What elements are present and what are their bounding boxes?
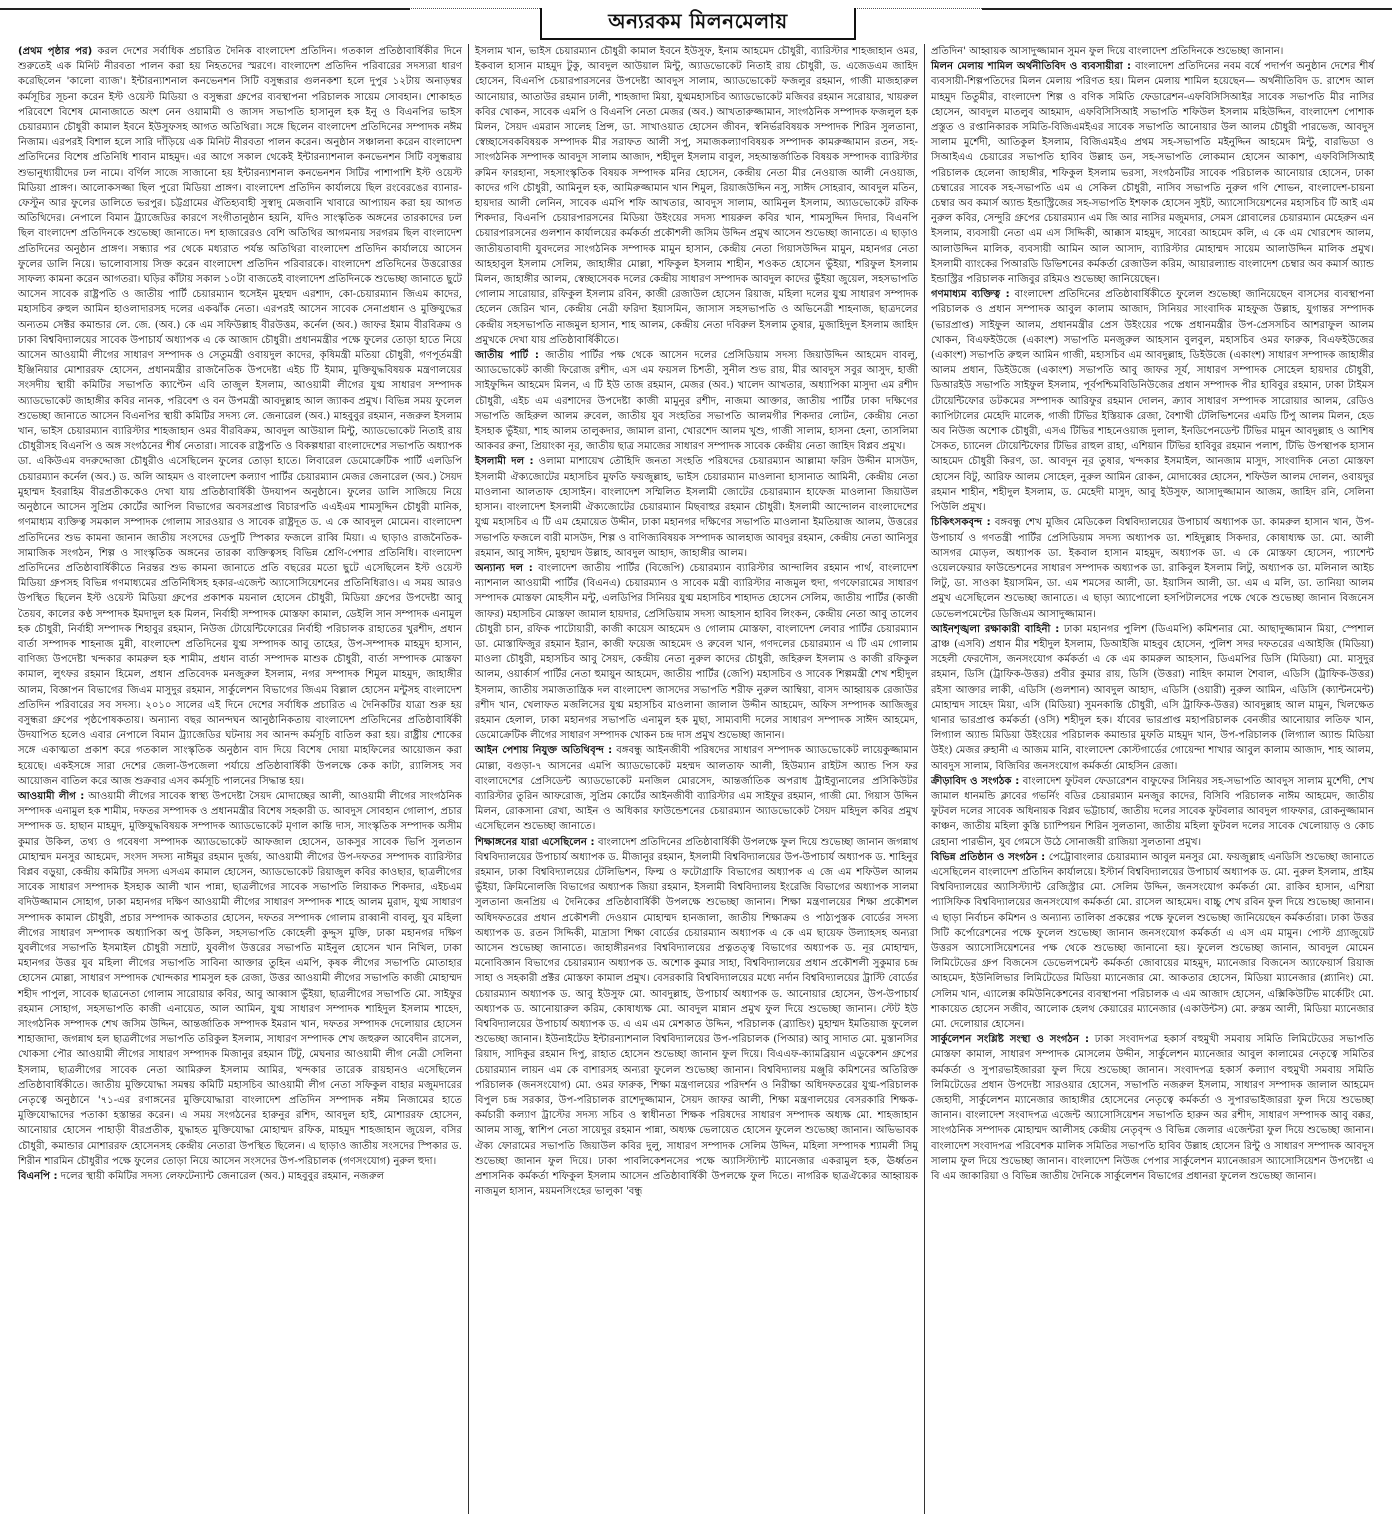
article-paragraph — [931, 774, 1374, 850]
section-lead: গণমাধ্যম ব্যক্তিত্ব : — [931, 289, 1010, 301]
article-paragraph — [475, 835, 918, 1200]
paragraph-text: ইসলাম খান, ভাইস চেয়ারম্যান চৌধুরী কামাল ইবনে ইউসুফ, ইনাম আহমেদ চৌধুরী, ব্যারিস্টার শাহজাহান ওমর, ইকবাল হাসান মাহমুদ টুকু, আবদুল আউয়াল মিন্টু, অ্যাডভোকেট নিতাই রায় চৌধুরী, ড. এজেডএম জাহিদ হোসেন, বিএনপি চেয়ারপারসনের উপদেষ্টা আবদুস সালাম, অ্যাডভোকেট ফজলুর রহমান, গাজী মাজহারুল আনোয়ার, আতাউর রহমান ঢালী, শাহজাদা মিয়া, যুগ্মমহাসচিব অ্যাডভোকেট মজিবর রহমান সরোয়ার, খায়রুল কবির খোকন, সাবেক এমপি ও বিএনপি নেতা মেজর (অব.) আখতারুজ্জামান, সাংগঠনিক সম্পাদক ফজলুল হক মিলন, সৈয়দ এমরান সালেহ প্রিন্স, ডা. সাখাওয়াত হোসেন জীবন, স্বনির্ভরবিষয়ক সম্পাদক শিরিন সুলতানা, স্বেচ্ছাসেবকবিষয়ক সম্পাদক মীর সরাফত আলী সপু, সমাজকল্যাণবিষয়ক সম্পাদক কামরুজ্জামান রতন, সহ-সাংগঠনিক সম্পাদক আবদুস সালাম আজাদ, শহীদুল ইসলাম বাবুল, সহআন্তর্জাতিক বিষয়ক সম্পাদক ব্যারিস্টার রুমিন ফারহানা, সহসাংস্কৃতিক বিষয়ক সম্পাদক মনির হোসেন, কেন্দ্রীয় নেতা মীর নেওয়াজ আলী নেওয়াজ, কাদের গণি চৌধুরী, আমিনুল হক, আমিরুজ্জামান খান শিমুল, রিয়াজউদ্দিন নসু, সাঈদ সোহরাব, আবদুল মতিন, হায়দার আলী লেনিন, সাবেক এমপি শফি আখতার, আবদুস সালাম, আমিনুল ইসলাম, অ্যাডভোকেট রফিক শিকদার, বিএনপি চেয়ারপারসনের মিডিয়া উইংয়ের সদস্য শায়রুল কবির খান, শামসুদ্দিন দিদার, বিএনপি চেয়ারপারসনের গুলশান কার্যালয়ের কর্মকর্তা প্রকৌশলী জসিম উদ্দিন প্রমুখ আসেন শুভেচ্ছা জানাতে। এ ছাড়াও জাতীয়তাবাদী যুবদলের সাংগঠনিক সম্পাদক মামুন হাসান, কেন্দ্রীয় নেতা গিয়াসউদ্দিন মামুন, মহানগর নেতা আহহাবুল ইসলাম সেলিম, জাহাঙ্গীর মোল্লা, শফিকুল ইসলাম শাহীন, শওকত হোসেন ভুঁইয়া, শরিফুল ইসলাম মিলন, জাহাঙ্গীর আলম, স্বেচ্ছাসেবক দলের কেন্দ্রীয় সাধারণ সম্পাদক আবদুল কাদের ভুঁইয়া জুয়েল, সহসভাপতি গোলাম সারোয়ার, রফিকুল ইসলাম রবিন, কাজী রেজাউল হোসেন রিয়াজ, মহিলা দলের যুগ্ম সাধারণ সম্পাদক হেলেন জেরিন খান, কেন্দ্রীয় নেত্রী ফরিদা ইয়াসমিন, জাসাস সহসভাপতি ও অভিনেত্রী শাহনাজ, ছাত্রদলের কেন্দ্রীয় সহসভাপতি নাজমুল হাসান, শাহ আলম, কেন্দ্রীয় নেতা দবিরুল ইসলাম তুষার, মুজাহিদুল ইসলাম জাহিদ প্রমুখকে দেখা যায় প্রতিষ্ঠাবার্ষিকীতে। — [475, 46, 918, 346]
paragraph-text: বঙ্গবন্ধু আইনজীবী পরিষদের সাধারণ সম্পাদক অ্যাডভোকেট লায়েকুজ্জামান মোল্লা, বগুড়া-৭ আসনের এমপি অ্যাডভোকেট মহম্মদ আলতাফ আলী, হিউম্যান রাইটস অ্যান্ড পিস ফর বাংলাদেশের প্রেসিডেন্ট অ্যাডভোকেট মনজিল মোরসেদ, আন্তর্জাতিক অপরাধ ট্রাইব্যুনালের প্রসিকিউটর ব্যারিস্টার তুরিন আফরোজ, সুপ্রিম কোর্টের আইনজীবী ব্যারিস্টার এম সাইফুর রহমান, গাজী মো. গিয়াস উদ্দিন মিলন, রোকসানা রেখা, আইন ও অধিকার ফাউন্ডেশনের চেয়ারম্যান অ্যাডভোকেট সৈয়দ মহিদুল কবির প্রমুখ এসেছিলেন শুভেচ্ছা জানাতে। — [475, 745, 918, 833]
article-paragraph — [18, 789, 462, 1169]
paragraph-text: ঢাকা মহানগর পুলিশ (ডিএমপি) কমিশনার মো. আছাদুজ্জামান মিয়া, স্পেশাল ব্রাঞ্চ (এসবি) প্রধান মীর শহীদুল ইসলাম, ডিআইজি মাহবুব হোসেন, পুলিশ সদর দফতরের এআইজি (মিডিয়া) সহেলী ফেরদৌস, জনসংযোগ কর্মকর্তা এ কে এম কামরুল আহসান, ডিএমপির ডিসি (মিডিয়া) মো. মাসুদুর রহমান, ডিসি (ট্রাফিক-উত্তর) প্রবীর কুমার রায়, ডিসি (উত্তরা) নাহিদ কামাল শৈবাল, এডিসি (ট্রাফিক-উত্তর) রইসা আক্তার লাকী, এডিসি (গুলশান) আবদুল আহাদ, এডিসি (ওয়ারী) নুরুল আমিন, এডিসি (ক্যান্টনমেন্ট) মোহাম্মদ সাহেদ মিয়া, এসি (মিডিয়া) সুমনকান্তি চৌধুরী, এসি ট্রাফিক-উত্তর) আবদুল্লাহ আল মামুন, খিলক্ষেত থানার ভারপ্রাপ্ত কর্মকর্তা (ওসি) শহীদুল হক। র্যাবের ভারপ্রাপ্ত মহাপরিচালক বেনজীর আনোয়ার লতিফ খান, লিগ্যাল অ্যান্ড মিডিয়া উইংয়ের পরিচালক কমান্ডার মুফতি মাহমুদ খান, উপ-পরিচালক (লিগ্যাল অ্যান্ড মিডিয়া উইং) মেজর রুহানী এ আজম মানি, বাংলাদেশ কোস্টগার্ডের গোয়েন্দা শাখার আবুল কালাম আজাদ, শাহ আলম, আবদুস সালাম, বিজিবির জনসংযোগ কর্মকর্তা মোহসিন রেজা। — [931, 623, 1374, 772]
section-lead: বিভিন্ন প্রতিষ্ঠান ও সংগঠন : — [931, 851, 1046, 863]
page-headline: অন্যরকম মিলনমেলায় — [608, 8, 788, 33]
article-paragraph — [931, 850, 1374, 1032]
section-lead: শিক্ষাঙ্গনের যারা এসেছিলেন : — [475, 836, 595, 848]
section-lead: ক্রীড়াবিদ ও সংগঠক : — [931, 775, 1020, 787]
article-paragraph — [18, 1169, 462, 1184]
article-columns — [12, 44, 1382, 1514]
top-rule-left — [0, 8, 410, 10]
paragraph-text: দলের স্থায়ী কমিটির সদস্য লেফটেন্যান্ট জেনারেল (অব.) মাহবুবুর রহমান, নজরুল — [57, 1171, 385, 1183]
article-paragraph — [931, 515, 1374, 621]
article-paragraph — [475, 348, 918, 454]
top-rule-right — [982, 8, 1392, 10]
paragraph-text: বাংলাদেশ ফুটবল ফেডারেশন বাফুফের সিনিয়র সহ-সভাপতি আবদুস সালাম মুর্শেদী, শেখ জামাল ধানমন্ডি ক্লাবের গভর্নিং বডির চেয়ারম্যান মনজুর কাদের, বিসিবি পরিচালক নাঈম আহমেদ, জাতীয় ফুটবল দলের সাবেক অধিনায়ক বিপ্লব ভট্টাচার্য, জাতীয় দলের সাবেক ফুটবলার আবদুল গাফফার, রোকনুজ্জামান কাঞ্চন, জাতীয় মহিলা কুস্তি চ্যাম্পিয়ন শিরিন সুলতানা, জাতীয় মহিলা ফুটবল দলের সাবেক খেলোয়াড় ও কোচ রেহানা পারভীন, যুব গেমসে উঠে সোনাজয়ী রাজিয়া সুলতানা প্রমুখ। — [931, 775, 1374, 848]
column-2 — [468, 44, 924, 1514]
section-lead: আওয়ামী লীগ : — [18, 790, 85, 802]
column-1 — [12, 44, 468, 1514]
headline-box — [540, 8, 856, 40]
section-lead: আইন পেশায় নিযুক্ত অতিথিবৃন্দ : — [475, 745, 613, 757]
article-paragraph — [931, 59, 1374, 287]
section-lead: (প্রথম পৃষ্ঠার পর) — [18, 46, 93, 57]
paragraph-text: করল দেশের সর্বাধিক প্রচারিত দৈনিক বাংলাদেশ প্রতিদিন। গতকাল প্রতিষ্ঠাবার্ষিকীর দিনে শুরুতেই এক মিনিট নীরবতা পালন করা হয় নিহতদের স্মরণে। বাংলাদেশ প্রতিদিন পরিবারের সদস্যরা ধারণ করেছিলেন 'কালো ব্যাজ'। ইন্টারন্যাশনাল কনভেনশন সিটি বসুন্ধরার গুলনকশা হলে দুপুর ১২টায় অনাড়ম্বর কর্মসূচির সূচনা করেন ইস্ট ওয়েস্ট মিডিয়া ও বসুন্ধরা গ্রুপের ব্যবস্থাপনা পরিচালক সায়েম সোবহান। শোকাহত পরিবেশে বিশেষ মোনাজাতে অংশ নেন ওয়ামামী ও জাসদ সভাপতি হাসানুল হক ইনু ও বিএনপির ভাইস চেয়ারম্যান চৌধুরী কামাল ইবনে ইউসুফসহ আগত অতিথিরা। সঙ্গে ছিলেন বাংলাদেশ প্রতিদিনের সম্পাদক নঈম নিজাম। এরপরই বিশাল হলে সারি দাঁড়িয়ে এক মিনিট নীরবতা পালন করেন। অনুষ্ঠান সঞ্চালনা করেন বাংলাদেশ প্রতিদিনের বিশেষ প্রতিনিধি শাবান মাহমুদ। এর আগে সকাল থেকেই ইন্টারন্যাশনাল কনভেনশন সিটি বসুন্ধরায় শুভানুধ্যায়ীদের ঢল নামে। বর্ণিল সাজে সাজানো হয় ইন্টারন্যাশনাল কনভেনশন সিটির পাশাপাশি ইস্ট ওয়েস্ট মিডিয়া প্রাঙ্গণ। আলোকসজ্জা ছিল পুরো মিডিয়া প্রাঙ্গণ। বাংলাদেশ প্রতিদিন কার্যালয়ে ছিল রংবেরঙের ব্যানার-ফেস্টুন আর ফুলের ডালিতে ভরপুর। চট্টগ্রামের ঐতিহ্যবাহী সুস্বাদু মেজবানি খাবারে আপ্যায়ন করা হয় আগত অতিথিদের। নেপালে বিমান ট্র্যাজেডির কারণে সংগীতানুষ্ঠান হয়নি, যদিও সাংস্কৃতিক অঙ্গনের তারকাদের ঢল ছিল বাংলাদেশ প্রতিদিনকে শুভেচ্ছা জানাতে। দশ হাজারেরও বেশি অতিথির আগমনায় সরগরম ছিল বাংলাদেশ প্রতিদিনের অনুষ্ঠান প্রাঙ্গণ। সন্ধ্যার পর থেকে মধ্যরাত পর্যন্ত অতিথিরা বাংলাদেশ প্রতিদিন কার্যালয়ে আসেন ফুলের ডালি নিয়ে। ভালোবাসায় সিক্ত করেন বাংলাদেশ প্রতিদিন পরিবারকে। বাংলাদেশ প্রতিদিনের উত্তরোত্তর সাফল্য কামনা করেন আগতরা। ঘড়ির কাঁটায় সকাল ১০টা বাজতেই বাংলাদেশ প্রতিদিনকে শুভেচ্ছা জানাতে ছুটে আসেন সাবেক রাষ্ট্রপতি ও জাতীয় পার্টি চেয়ারম্যান হুসেইন মুহম্মদ এরশাদ, কো-চেয়ারম্যান জিএম কাদের, মহাসচিব রুহুল আমিন হাওলাদারসহ দলের একঝাঁক নেতা। এরপরই আসেন সাবেক সেনাপ্রধান ও মুক্তিযুদ্ধের অন্যতম সেক্টর কমান্ডার লে. জে. (অব.) কে এম সফিউল্লাহ বীরউত্তম, কর্নেল (অব.) জাফর ইমাম বীরবিক্রম ও ঢাকা বিশ্ববিদ্যালয়ের সাবেক উপাচার্য অধ্যাপক এ কে আজাদ চৌধুরী। প্রধানমন্ত্রীর পক্ষে ফুলের তোড়া হাতে নিয়ে আসেন আওয়ামী লীগের সাধারণ সম্পাদক ও সেতুমন্ত্রী ওবায়দুল কাদের, কৃষিমন্ত্রী মতিয়া চৌধুরী, গণপূর্তমন্ত্রী ইঞ্জিনিয়ার মোশাররফ হোসেন, প্রধানমন্ত্রীর রাজনৈতিক উপদেষ্টা এইচ টি ইমাম, মুক্তিযুদ্ধবিষয়ক মন্ত্রণালয়ের সংসদীয় স্থায়ী কমিটির সভাপতি ক্যাপ্টেন এবি তাজুল ইসলাম, আওয়ামী লীগের যুগ্ম সাধারণ সম্পাদক অ্যাডভোকেট জাহাঙ্গীর কবির নানক, পরিবেশ ও বন উপমন্ত্রী আবদুল্লাহ আল জ্যাকব প্রমুখ। বিভিন্ন সময় ফুলেল শুভেচ্ছা জানাতে আসেন বিএনপির স্থায়ী কমিটির সদস্য লে. জেনারেল (অব.) মাহবুবুর রহমান, নজরুল ইসলাম খান, ভাইস চেয়ারম্যান ব্যারিস্টার শাহজাহান ওমর বীরবিক্রম, আবদুল আউয়াল মিন্টু, অ্যাডভোকেট নিতাই রায় চৌধুরীসহ বিএনপি ও অঙ্গ সংগঠনের শীর্ষ নেতারা। সাবেক রাষ্ট্রপতি ও বিকল্পধারা বাংলাদেশের সভাপতি অধ্যাপক ডা. একিউএম বদরুদ্দোজা চৌধুরীও এসেছিলেন ফুলের তোড়া হাতে। লিবারেল ডেমোক্রেটিক পার্টি এলডিপি চেয়ারম্যান কর্নেল (অব.) ড. অলি আহমদ ও বাংলাদেশ কল্যাণ পার্টির চেয়ারম্যান মেজর জেনারেল (অব.) সৈয়দ মুহাম্মদ ইবরাহিম বীরপ্রতীককেও দেখা যায় প্রতিষ্ঠাবার্ষিকী উদযাপন অনুষ্ঠানে। ফুলের ডালি সাজিয়ে নিয়ে অনুষ্ঠানে আসেন সুপ্রিম কোর্টের আপিল বিভাগের অবসরপ্রাপ্ত বিচারপতি এএইএম শামসুদ্দিন চৌধুরী মানিক, গণমাধ্যম ব্যক্তিত্ব সমকাল সম্পাদক গোলাম সারওয়ার ও সাবেক রাষ্ট্রদূত ড. এ কে আবদুল মোমেন। বাংলাদেশ প্রতিদিনের শুভ কামনা জানান জাতীয় সংসদের ডেপুটি স্পিকার ফজলে রাব্বি মিয়া। এ ছাড়াও রাজনৈতিক-সামাজিক সংগঠন, শিল্প ও সাংস্কৃতিক অঙ্গনের তারকা ব্যক্তিত্বসহ বিভিন্ন শ্রেণি-পেশার প্রতিনিধি। বাংলাদেশ প্রতিদিনের প্রতিষ্ঠাবার্ষিকীতে নিরন্তর শুভ কামনা জানাতে প্রতি বছরের মতো ছুটে এসেছিলেন ইস্ট ওয়েস্ট মিডিয়া গ্রুপসহ বিভিন্ন গণমাধ্যমের প্রতিনিধিসহ হকার-এজেন্ট অ্যাসোসিয়েশনের প্রতিনিধিরাও। এ সময় আরও উপস্থিত ছিলেন ইস্ট ওয়েস্ট মিডিয়া গ্রুপের প্রকাশক ময়নাল হোসেন চৌধুরী, মিডিয়া গ্রুপের উপদেষ্টা আবু তৈয়ব, কালের কণ্ঠ সম্পাদক ইমদাদুল হক মিলন, নির্বাহী সম্পাদক মোস্তফা কামাল, ডেইলি সান সম্পাদক এনামুল হক চৌধুরী, নির্বাহী সম্পাদক শিহাবুর রহমান, নিউজ টোয়েন্টিফোরের নির্বাহী পরিচালক রাহাতের খুরশীদ, প্রধান বার্তা সম্পাদক শাহনাজ মুন্নী, বাংলাদেশ প্রতিদিনের যুগ্ম সম্পাদক আবু তাহের, উপ-সম্পাদক মাহমুদ হাসান, বাণিজ্য উপদেষ্টা খন্দকার কামরুল হক শামীম, প্রধান বার্তা সম্পাদক মাশুক চৌধুরী, বার্তা সম্পাদক মোস্তফা কামাল, লুৎফর রহমান হিমেল, প্রধান প্রতিবেদক মনজুরুল ইসলাম, নগর সম্পাদক শিমুল মাহমুদ, জাহাঙ্গীর আলম, বিজ্ঞাপন বিভাগের জিএম মাসুদুর রহমান, সার্কুলেশন বিভাগের জিএম বিল্লাল হোসেন মন্টুসহ বাংলাদেশ প্রতিদিন পরিবারের সব সদস্য। ২০১০ সালের এই দিনে দেশের সর্বাধিক প্রচারিত এ দৈনিকটির যাত্রা শুরু হয় বসুন্ধরা গ্রুপের পৃষ্ঠপোষকতায়। অন্যান্য বছর আনন্দঘন আনুষ্ঠানিকতায় বাংলাদেশ প্রতিদিনের প্রতিষ্ঠাবার্ষিকী উদযাপিত হলেও এবার নেপালে বিমান ট্র্যাজেডির ঘটনায় সব আনন্দ কর্মসূচি বাতিল করা হয়। রাষ্ট্রীয় শোকের সঙ্গে একাত্মতা প্রকাশ করে গতকাল সাংস্কৃতিক অনুষ্ঠান বাদ দিয়ে বিশেষ দোয়া মাহফিলের আয়োজন করা হয়েছে। একইসঙ্গে সারা দেশের জেলা-উপজেলা পর্যায়ে প্রতিষ্ঠাবার্ষিকী উপলক্ষে কেক কাটা, র‍্যালিসহ সব আয়োজন বাতিল করে আজ শুক্রবার এসব কর্মসূচি পালনের সিদ্ধান্ত হয়। — [18, 46, 462, 787]
section-lead: চিকিৎসকবৃন্দ : — [931, 517, 991, 529]
paragraph-text: বাংলাদেশ প্রতিদিনের নবম বর্ষে পদার্পণ অনুষ্ঠান দেশের শীর্ষ ব্যবসায়ী-শিল্পপতিদের মিলন মেলায় পরিণত হয়। মিলন মেলায় শামিল হয়েছেন— অর্থনীতিবিদ ড. রাশেদ আল মাহমুদ তিতুমীর, বাংলাদেশ শিল্প ও বণিক সমিতি ফেডারেশন-এফবিসিসিআইর সাবেক সভাপতি মীর নাসির হোসেন, আবদুল মাতলুব আহমাদ, এফবিসিসিআই সভাপতি শফিউল ইসলাম মহিউদ্দিন, বাংলাদেশ পোশাক প্রস্তুত ও রপ্তানিকারক সমিতি-বিজিএমইএর সাবেক সভাপতি আনোয়ার উল আলম চৌধুরী পারভেজ, আবদুস সালাম মুর্শেদী, আতিকুল ইসলাম, বিজিএমইএ প্রথম সহ-সভাপতি মইনুদ্দিন আহমেদ মিন্টু, বারভিডা ও সিআইএএ চেয়ারের সভাপতি হাবিব উল্লাহ ডন, সহ-সভাপতি লোকমান হোসেন আকাশ, এফবিসিসিআই পরিচালক হেলেনা জাহাঙ্গীর, শফিকুল ইসলাম ভরসা, সংগঠনটির সাবেক পরিচালক আনোয়ার হোসেন, ঢাকা চেম্বারের সাবেক সহ-সভাপতি এম এ সেকিল চৌধুরী, নাসিব সভাপতি নুরুল গণি শোভন, বাংলাদেশ-চায়না চেম্বার অব কমার্স অ্যান্ড ইন্ডাস্ট্রিজের সহ-সভাপতি ইশফাক হোসেন সুইট, অ্যাসোসিয়েশনের মহাসচিব টি আই এম নুরুল কবির, সেন্দুরি গ্রুপের চেয়ারম্যান এম জি আর নাসির মজুমদার, সেমস গ্লোবালের চেয়ারম্যান মেহেরুন এন ইসলাম, ব্যবসায়ী নেতা এম এস সিদ্দিকী, আক্কাস মাহমুদ, সাবেরা আহমেদ কলি, এ কে এম খোরশেদ আলম, আলাউদ্দিন মালিক, ব্যবসায়ী আমিন আল আসাদ, ব্যারিস্টার মোহাম্মদ সায়েম আলাউদ্দিন মালিক প্রমুখ। ইসলামী ব্যাংকের পিআরডি ডিভিশনের কর্মকর্তা রেজাউল করিম, আয়ারল্যান্ড বাংলাদেশ চেম্বার অব কমার্স অ্যান্ড ইন্ডাস্ট্রির পরিচালক নাজিবুর রহিমও শুভেচ্ছা জানিয়েছেন। — [931, 61, 1374, 286]
article-paragraph — [475, 743, 918, 834]
paragraph-text: জাতীয় পার্টির পক্ষ থেকে আসেন দলের প্রেসিডিয়াম সদস্য জিয়াউদ্দিন আহমেদ বাবলু, অ্যাডভোকেট কাজী ফিরোজ রশীদ, এস এম ফয়সল চিশতী, সুনীল শুভ রায়, মীর আবদুস সবুর আসুদ, হাজী সাইফুদ্দিন আহমেদ মিলন, এ টি ইউ তাজ রহমান, মেজর (অব.) খালেদ আখতার, অধ্যাপিকা মাসুদা এম রশীদ চৌধুরী, এইচ এম এরশাদের উপদেষ্টা কাজী মামুনুর রশীদ, নাজমা আক্তার, জাতীয় পার্টির ঢাকা দক্ষিণের সভাপতি জহিরুল আলম রুবেল, জাতীয় যুব সংহতির সভাপতি আলমগীর শিকদার লোটন, কেন্দ্রীয় নেতা ইসহাক ভুঁইয়া, শাহ আলম তালুকদার, জামাল রানা, খোরশেদ আলম খুশু, গাজী সালাম, হাসনা হেনা, তাসলিমা আকবর রুনা, প্রিয়াংকা নূর, জাতীয় ছাত্র সমাজের সাধারণ সম্পাদক সাবেক কেন্দ্রীয় নেতা জাহিদ বিপ্লব প্রমুখ। — [475, 350, 918, 453]
article-paragraph — [475, 44, 918, 348]
article-paragraph — [931, 622, 1374, 774]
column-3 — [924, 44, 1380, 1514]
section-lead: আইনশৃঙ্খলা রক্ষাকারী বাহিনী : — [931, 623, 1060, 635]
article-paragraph — [475, 561, 918, 743]
section-lead: সার্কুলেশন সংশ্লিষ্ট সংস্থা ও সংগঠন : — [931, 1034, 1090, 1046]
paragraph-text: বঙ্গবন্ধু শেখ মুজিব মেডিকেল বিশ্ববিদ্যালয়ের উপাচার্য অধ্যাপক ডা. কামরুল হাসান খান, উপ-উপাচার্য ও গণতন্ত্রী পার্টির প্রেসিডিয়াম সদস্য অধ্যাপক ডা. শহিদুল্লাহ সিকদার, কোষাধ্যক্ষ ডা. মো. আলী আসগর মোড়ল, অধ্যাপক ডা. ইকবাল হাসান মাহমুদ, অধ্যাপক ডা. এ কে মোস্তফা হোসেন, প্যাশেন্ট ওয়েলফেয়ার ফাউন্ডেশনের সাধারণ সম্পাদক অধ্যাপক ডা. রাকিবুল ইসলাম লিটু, অধ্যাপক ডা. মলিনাল আইচ লিটু, ডা. সাওকা ইয়াসমিন, ডা. এম শমসের আলী, ডা. ইয়াসিন আলী, ডা. এম এ মলি, ডা. তানিয়া আলম প্রমুখ এসেছিলেন শুভেচ্ছা জানাতে। এ ছাড়া অ্যাপোলো হসপিটালসের পক্ষে থেকে শুভেচ্ছা জানান বিজনেস ডেভেলপমেন্টের ডিজিএম আসাদুজ্জামান। — [931, 517, 1374, 620]
article-paragraph — [475, 454, 918, 560]
section-lead: জাতীয় পার্টি : — [475, 350, 539, 362]
paragraph-text: বাংলাদেশ প্রতিদিনের প্রতিষ্ঠাবার্ষিকীতে ফুলেল শুভেচ্ছা জানিয়েছেন বাসসের ব্যবস্থাপনা পরিচালক ও প্রধান সম্পাদক আবুল কালাম আজাদ, সিনিয়র সাংবাদিক মাহফুজ উল্লাহ, যুগান্তর সম্পাদক (ভারপ্রাপ্ত) সাইফুল আলম, প্রধানমন্ত্রীর প্রেস উইংয়ের পক্ষে প্রধানমন্ত্রীর উপ-প্রেসসচিব আশরাফুল আলম খোকন, বিএফইউজে (একাংশ) সভাপতি মনজুরুল আহসান বুলবুল, মহাসচিব ওমর ফারুক, বিএফইউজের (একাংশ) সভাপতি রুহুল আমিন গাজী, মহাসচিব এম আবদুল্লাহ, ডিইউজে (একাংশ) সাধারণ সম্পাদক জাহাঙ্গীর আলম প্রধান, ডিইউজে (একাংশ) সভাপতি আবু জাফর সূর্য, সাধারণ সম্পাদক সোহেল হায়দার চৌধুরী, ডিআরইউ সভাপতি সাইফুল ইসলাম, পূর্বপশ্চিমবিডিনিউজের প্রধান সম্পাদক পীর হাবিবুর রহমান, ঢাকা টাইমস টোয়েন্টিফোর ডটকমের সম্পাদক আরিফুর রহমান দোলন, ক্র্যাব সাধারণ সম্পাদক সারোয়ার আলম, রেডিও ক্যাপিটালের মেহেদি মালেক, গাজী টিভির ইস্তিয়াক রেজা, বৈশাখী টেলিভিশনের এমডি টিপু আলম মিলন, হেড অব নিউজ অশোক চৌধুরী, এসএ টিভির শাহনেওয়াজ দুলাল, ইনডিপেনডেন্ট টিভির মামুন আবদুল্লাহ ও আশিষ সৈকত, চ্যানেল টোয়েন্টিফোর টিভির রাহুল রাহা, এশিয়ান টিভির হাবিবুর রহমান পলাশ, টিভি উপস্থাপক হাসান আহমেদ চৌধুরী কিরণ, ডা. আবদুন নূর তুষার, খন্দকার ইসমাইল, আনজাম মাসুদ, সাংবাদিক নেতা মোস্তফা হোসেন বিটু, আরিফ আলম সোহেল, নুরুল আমিন রোকন, মোদাব্বের হোসেন, শফিউল আলম দোলন, ওবায়দুর রহমান শাহীন, শহীদুল ইসলাম, ড. মেহেদী মাসুদ, আবু ইউসুফ, আসাদুজ্জামান আজম, জাহিদ রনি, সেলিনা পিউলি প্রমুখ। — [931, 289, 1374, 514]
paragraph-text: বাংলাদেশ প্রতিদিনের প্রতিষ্ঠাবার্ষিকী উপলক্ষে ফুল দিয়ে শুভেচ্ছা জানান জগন্নাথ বিশ্ববিদ্যালয়ের উপাচার্য অধ্যাপক ড. মীজানুর রহমান, ইসলামী বিশ্ববিদ্যালয়ের উপ-উপাচার্য অধ্যাপক ড. শাহিনুর রহমান, ঢাকা বিশ্ববিদ্যালয়ের টেলিভিশন, ফিল্ম ও ফটোগ্রাফি বিভাগের অধ্যাপক এ জে এম শফিউল আলম ভুঁইয়া, ক্রিমিনোলজি বিভাগের অধ্যাপক জিয়া রহমান, ইসলামী বিশ্ববিদ্যালয় ইংরেজি বিভাগের অধ্যাপক সালমা সুলতানা জনপ্রিয় এ দৈনিকের প্রতিষ্ঠাবার্ষিকী উপলক্ষে শুভেচ্ছা জানান। শিক্ষা মন্ত্রণালয়ের শিক্ষা প্রকৌশল অধিদফতরের প্রধান প্রকৌশলী দেওয়ান মোহাম্মদ হানজালা, জাতীয় শিক্ষাক্রম ও পাঠ্যপুস্তক বোর্ডের সদস্য অধ্যাপক ড. রতন সিদ্দিকী, মাদ্রাসা শিক্ষা বোর্ডের চেয়ারম্যান অধ্যাপক এ কে এম ছায়েফ উল্যাহসহ অন্যরা আসেন শুভেচ্ছা জানাতে। জাহাঙ্গীরনগর বিশ্ববিদ্যালয়ের প্রত্নতত্ত্ব বিভাগের অধ্যাপক ড. নূর মোহাম্মদ, মনোবিজ্ঞান বিভাগের চেয়ারম্যান অধ্যাপক ড. অশোক কুমার সাহা, বিশ্ববিদ্যালয়ের প্রধান প্রকৌশলী সুকুমার চন্দ্র সাহা ও সহকারী প্রক্টর মোস্তফা কামাল প্রমুখ। বেসরকারি বিশ্ববিদ্যালয়ের মধ্যে নর্দান বিশ্ববিদ্যালয়ের ট্রাস্টি বোর্ডের চেয়ারম্যান অধ্যাপক ড. আবু ইউসুফ মো. আবদুল্লাহ, উপাচার্য অধ্যাপক ড. আনোয়ার হোসেন, উপ-উপাচার্য অধ্যাপক ড. আনোয়ারুল করিম, কোষাধ্যক্ষ মো. আবদুল মান্নান প্রমুখ ফুল দিয়ে শুভেচ্ছা জানান। স্টেট ইউ বিশ্ববিদ্যালয়ের উপাচার্য অধ্যাপক ড. এ এম এম মেশকাত উদ্দিন, পরিচালক (ব্র্যান্ডিং) মুহাম্মদ ইমতিয়াজ ফুলেল শুভেচ্ছা জানান। ইউনাইটেড ইন্টারন্যাশনাল বিশ্ববিদ্যালয়ের উপ-পরিচালক (পিআর) আবু সাদাত মো. মুস্তানসির রিয়াদ, সাদিকুর রহমান দিপু, রাহাত হোসেন শুভেচ্ছা জানান ফুল দিয়ে। বিএএফ-ক্যামব্রিয়ান এডুকেশন গ্রুপের চেয়ারম্যান লায়ন এম কে বাশারসহ অন্যরা ফুলেল শুভেচ্ছা জানান। বিশ্ববিদ্যালয় মঞ্জুরি কমিশনের অতিরিক্ত পরিচালক (জনসংযোগ) মো. ওমর ফারুক, শিক্ষা মন্ত্রণালয়ের পরিদর্শন ও নিরীক্ষা অধিদফতরের যুগ্ম-পরিচালক বিপুল চন্দ্র সরকার, উপ-পরিচালক রাশেদুজ্জামান, সৈয়দ জাফর আলী, শিক্ষা মন্ত্রণালয়ের বেসরকারি শিক্ষক-কর্মচারী কল্যাণ ট্রাস্টের সদস্য সচিব ও স্বাধীনতা শিক্ষক পরিষদের সাধারণ সম্পাদক অধ্যক্ষ মো. শাহজাহান আলম সাজু, স্বাশিপ নেতা সায়েদুর রহমান পান্না, অধ্যক্ষ ভেলায়েত হোসেন ফুলেল শুভেচ্ছা জানান। অভিভাবক ঐক্য ফোরামের সভাপতি জিয়াউল কবির দুলু, সাধারণ সম্পাদক সেলিম উদ্দিন, মহিলা সম্পাদক শ্যামলী সিমু শুভেচ্ছা জানান ফুল দিয়ে। ঢাকা পাবলিকেশনসের পক্ষে অ্যাসিস্ট্যান্ট ম্যানেজার একরামুল হক, ঊর্ধ্বতন প্রশাসনিক কর্মকর্তা শফিকুল ইসলাম আসেন প্রতিষ্ঠাবার্ষিকী উপলক্ষে ফুল দিতে। নাগরিক ছাত্রঐক্যের আহ্বায়ক নাজমুল হাসান, ময়মনসিংহের ভালুকা 'বন্ধু — [475, 836, 918, 1198]
paragraph-text: বাংলাদেশ জাতীয় পার্টির (বিজেপি) চেয়ারম্যান ব্যারিস্টার আন্দালিব রহমান পার্থ, বাংলাদেশ ন্যাশনাল আওয়ামী পার্টির (বিএনএ) চেয়ারম্যান ও সাবেক মন্ত্রী ব্যারিস্টার নাজমুল হুদা, গণফোরামের সাধারণ সম্পাদক মোস্তফা মোহসীন মন্টু, এলডিপির সিনিয়র যুগ্ম মহাসচিব শাহাদত হোসেন সেলিম, জাতীয় পার্টির (কাজী জাফর) মহাসচিব মোস্তফা জামাল হায়দার, প্রেসিডিয়াম সদস্য আহসান হাবিব লিংকন, কেন্দ্রীয় নেতা আবু তালেব চৌধুরী চান, রফিক পাটোয়ারী, কাজী কায়েস আহমেদ ও গোলাম মোস্তফা, বাংলাদেশ লেবার পার্টির চেয়ারম্যান ডা. মোস্তাফিজুর রহমান ইরান, কাজী ফয়েজ আহমেদ ও রুবেল খান, গণদলের চেয়ারম্যান এ টি এম গোলাম মাওলা চৌধুরী, মহাসচিব আবু সৈয়দ, কেন্দ্রীয় নেতা নুরুল কাদের চৌধুরী, জহিরুল ইসলাম ও কাজী রফিকুল আলম, ওয়ার্কার্স পার্টির নেতা হুমায়ুন আহমেদ, জাতীয় পার্টির (জেপি) মহাসচিব ও সাবেক শিল্পমন্ত্রী শেখ শহীদুল ইসলাম, জাতীয় সমাজতান্ত্রিক দল বাংলাদেশ জাসদের সভাপতি শরীফ নুরুল আম্বিয়া, বাসদ আহ্বায়ক রেজাউর রশীদ খান, খেলাফত মজলিসের যুগ্ম মহাসচিব মাওলানা জালাল উদ্দীন আহমেদ, অফিস সম্পাদক আজিজুর রহমান হেলাল, ঢাকা মহানগর সভাপতি এনামুল হক মুছা, সাম্যবাদী দলের সাধারণ সম্পাদক সাঈদ আহমেদ, ডেমোক্রেটিক লীগের সাধারণ সম্পাদক খোকন চন্দ্র দাস প্রমুখ শুভেচ্ছা জানান। — [475, 562, 918, 742]
paragraph-text: ঢাকা সংবাদপত্র হকার্স বহুমুখী সমবায় সমিতি লিমিটেডের সভাপতি মোস্তফা কামাল, সাধারণ সম্পাদক মোসলেম উদ্দীন, সার্কুলেশন ম্যানেজার আবুল কালামের নেতৃত্বে সমিতির কর্মকর্তা ও সুপারভাইজাররা ফুল দিয়ে শুভেচ্ছা জানান। সংবাদপত্র হকার্স কল্যাণ বহুমুখী সমবায় সমিতি লিমিটেডের প্রধান উপদেষ্টা সারওয়ার হোসেন, সভাপতি নজরুল ইসলাম, সাধারণ সম্পাদক জালাল আহমেদ জেহাদী, সার্কুলেশন ম্যানেজার জাহাঙ্গীর হোসেনের নেতৃত্বে কর্মকর্তা ও সুপারভাইজাররা ফুল দিয়ে শুভেচ্ছা জানান। বাংলাদেশ সংবাদপত্র এজেন্ট অ্যাসোসিয়েশন সভাপতি হারুন অর রশীদ, সাধারণ সম্পাদক আবু বক্কর, সাংগঠনিক সম্পাদক মোহাম্মদ আলীসহ কেন্দ্রীয় নেতৃবৃন্দ ও বিভিন্ন জেলার এজেন্টরা ফুল দিয়ে শুভেচ্ছা জানান। বাংলাদেশ সংবাদপত্র পরিবেশক মালিক সমিতির সভাপতি হাবিব উল্লাহ হোসেন রিন্টু ও সাধারণ সম্পাদক আবদুস সালাম ফুল দিয়ে শুভেচ্ছা জানান। বাংলাদেশ নিউজ পেপার সার্কুলেশন ম্যানেজারস অ্যাসোসিয়েশন উপদেষ্টা এ বি এম জাকারিয়া ও বিভিন্ন জাতীয় দৈনিকে সার্কুলেশন বিভাগের প্রধানরা ফুলেল শুভেচ্ছা জানান। — [931, 1034, 1374, 1183]
article-paragraph — [18, 44, 462, 789]
section-lead: অন্যান্য দল : — [475, 562, 533, 574]
paragraph-text: পেট্রোবাংলার চেয়ারম্যান আবুল মনসুর মো. ফয়জুল্লাহ এনডিসি শুভেচ্ছা জানাতে এসেছিলেন বাংলাদেশ প্রতিদিন কার্যালয়ে। ইস্টার্ন বিশ্ববিদ্যালয়ের উপাচার্য অধ্যাপক ড. মো. নুরুল ইসলাম, প্রাইম বিশ্ববিদ্যালয়ের অ্যাসিস্ট্যান্ট রেজিস্ট্রার মো. সেলিম উদ্দিন, জনসংযোগ কর্মকর্তা মো. রাকিব হাসান, এশিয়া প্যাসিফিক বিশ্ববিদ্যালয়ের জনসংযোগ কর্মকর্তা মো. রাসেল আহমেদ। বাচ্চু শেখ রবিন ফুল দিয়ে শুভেচ্ছা জানান। এ ছাড়া নির্বাচন কমিশন ও অন্যান্য তালিকা প্রকল্পের পক্ষে ফুলেল শুভেচ্ছা জানিয়েছেন কর্মকর্তারা। ঢাকা উত্তর সিটি কর্পোরেশনের পক্ষে ফুলেল শুভেচ্ছা জানান জনসংযোগ কর্মকর্তা এ এস এম মামুন। পোস্ট গ্র্যাজুয়েট উত্তরস অ্যাসোসিয়েশনের পক্ষ থেকে শুভেচ্ছা জানানো হয়। ফুলেল শুভেচ্ছা জানান, আবদুল মোমেন লিমিটেডের গ্রুপ বিজনেস ডেভেলপমেন্ট কর্মকর্তা জোবায়ের মাহমুদ, ম্যানেজার বিজনেস অ্যাফেয়ার্স রিয়াজ আহমেদ, ইউনিলিভার লিমিটেডের মিডিয়া ম্যানেজার মো. আকতার হোসেন, মিডিয়া ম্যানেজার (প্ল্যানিং) মো. সেলিম খান, এ্যালেক্স কমিউনিকেশনের ব্যবস্থাপনা পরিচালক এ এম আজাদ হোসেন, এক্সিকিউটিভ মার্কেটিং মো. শাকায়েত হোসেন সজীব, আলোক হেলথ কেয়ারের ম্যানেজার (একাউন্টস) মো. রুস্তম আলী, মিডিয়া ম্যানেজার মো. দেলোয়ার হোসেন। — [931, 851, 1374, 1030]
section-lead: ইসলামী দল : — [475, 456, 534, 468]
article-paragraph — [931, 44, 1374, 59]
section-lead: বিএনপি : — [18, 1171, 58, 1183]
section-lead: মিলন মেলায় শামিল অর্থনীতিবিদ ও ব্যবসায়ীরা : — [931, 61, 1132, 73]
paragraph-text: প্রতিদিন' আহ্বায়ক আসাদুজ্জামান সুমন ফুল দিয়ে বাংলাদেশ প্রতিদিনকে শুভেচ্ছা জানান। — [931, 46, 1284, 57]
paragraph-text: ওলামা মাশায়েখ তৌহিদি জনতা সংহতি পরিষদের চেয়ারম্যান আল্লামা ফরিদ উদ্দীন মাসউদ, ইসলামী ঐক্যজোটের মহাসচিব মুফতি ফয়জুল্লাহ, ভাইস চেয়ারম্যান মাওলানা হাসানাত আমিনী, কেন্দ্রীয় নেতা মাওলানা আলতাফ হোসাইন। বাংলাদেশ সম্মিলিত ইসলামী জোটের চেয়ারম্যান হাফেজ মাওলানা জিয়াউল হাসান। বাংলাদেশ ইসলামী ঐক্যজোটের চেয়ারম্যান মিছবাহুর রহমান চৌধুরী। ইসলামী আন্দোলন বাংলাদেশের যুগ্ম মহাসচিব এ টি এম হেমায়েত উদ্দীন, ঢাকা মহানগর দক্ষিণের সভাপতি মাওলানা ইমতিয়াজ আলম, উত্তরের সভাপতি ফজলে বারী মাসউদ, শিল্প ও বাণিজ্যবিষয়ক সম্পাদক আলহাজ আবদুর রহমান, কেন্দ্রীয় নেতা আনিসুর রহমান, আবু সাঈদ, মুহাম্মদ উল্লাহ, আবদুল আহাদ, জাহাঙ্গীর আলম। — [475, 456, 919, 559]
article-paragraph — [931, 287, 1374, 515]
paragraph-text: আওয়ামী লীগের সাবেক স্বাস্থ্য উপদেষ্টা সৈয়দ মোদাচ্ছের আলী, আওয়ামী লীগের সাংগঠনিক সম্পাদক এনামুল হক শামীম, দফতর সম্পাদক ও প্রধানমন্ত্রীর বিশেষ সহকারী ড. আবদুস সোবহান গোলাপ, প্রচার সম্পাদক ড. হাছান মাহমুদ, মুক্তিযুদ্ধবিষয়ক সম্পাদক অ্যাডভোকেট মৃণাল কান্তি দাস, সাংস্কৃতিক সম্পাদক অসীম কুমার উকিল, তথ্য ও গবেষণা সম্পাদক অ্যাডভোকেট আফজাল হোসেন, ডাকসুর সাবেক ভিপি সুলতান মোহাম্মদ মনসুর আহমেদ, সংসদ সদস্য নাঈমুর রহমান দুর্জয়, আওয়ামী লীগের উপ-দফতর সম্পাদক ব্যারিস্টার বিপ্লব বড়ুয়া, কেন্দ্রীয় কমিটির সদস্য এসএম কামাল হোসেন, অ্যাডভোকেট রিয়াজুল কবির কাওছার, ছাত্রলীগের সাবেক সাধারণ সম্পাদক ইসহাক আলী খান পান্না, ছাত্রলীগের সাবেক সভাপতি লিয়াকত শিকদার, এইচএম বদিউজ্জামান সোহাগ, ঢাকা মহানগর দক্ষিণ আওয়ামী লীগের সাধারণ সম্পাদক শাহে আলম মুরাদ, যুগ্ম সাধারণ সম্পাদক কামাল চৌধুরী, প্রচার সম্পাদক আকতার হোসেন, দফতর সম্পাদক গোলাম রাব্বানী বাবলু, যুব মহিলা লীগের সাধারণ সম্পাদক অধ্যাপিকা অপু উকিল, সহসভাপতি কোহেলী কুদ্দুস মুক্তি, ঢাকা মহানগর দক্ষিণ যুবলীগের সভাপতি ইসমাইল চৌধুরী সম্রাট, যুবলীগ উত্তরের সভাপতি মাইনুল হোসেন খান নিখিল, ঢাকা মহানগর উত্তর যুব মহিলা লীগের সভাপতি সাবিনা আক্তার তুহিন এমপি, কৃষক লীগের সভাপতি মোতাহার হোসেন মোল্লা, সাধারণ সম্পাদক খোন্দকার শামসুল হক রেজা, উত্তর আওয়ামী লীগের সভাপতি কাজী মোহাম্মদ শহীদ পাপুল, সাবেক ছাত্রনেতা গোলাম সারোয়ার কবির, আবু আব্বাস ভুঁইয়া, ছাত্রলীগের সভাপতি মো. সাইফুর রহমান সোহাগ, সহসভাপতি কাজী এনায়েত, আল আমিন, যুগ্ম সাধারণ সম্পাদক শাহিদুল ইসলাম শাহেদ, সাংগঠনিক সম্পাদক শেখ জসিম উদ্দিন, আন্তর্জাতিক সম্পাদক ইমরান খান, দফতর সম্পাদক দেলোয়ার হোসেন শাহাজাদা, জগন্নাথ হল ছাত্রলীগের সভাপতি তরিকুল ইসলাম, সাধারণ সম্পাদক শেখ জহুরুল আবেদীন রাসেল, খোকসা পৌর আওয়ামী লীগের সাধারণ সম্পাদক মিজানুর রহমান টিটু, মেঘনার আওয়ামী লীগ নেত্রী সেলিনা ইসলাম, ছাত্রলীগের সাবেক নেতা আমিরুল ইসলাম আমির, খন্দকার তারেক রায়হানও এসেছিলেন প্রতিষ্ঠাবার্ষিকীতে। জাতীয় মুক্তিযোদ্ধা সমন্বয় কমিটি মহাসচিব আওয়ামী লীগ নেতা সফিকুল বাহার মজুমদারের নেতৃত্বে অনুষ্ঠানে '৭১-এর রণাঙ্গনের মুক্তিযোদ্ধারা বাংলাদেশ প্রতিদিন সম্পাদক নঈম নিজামের হাতে মুক্তিযোদ্ধাদের পতাকা হস্তান্তর করেন। এ সময় সংগঠনের হারুনুর রশিদ, আবদুল হাই, মোশাররফ হোসেন, আনোয়ার হোসেন পাহাড়ী বীরপ্রতীক, যুদ্ধাহত মুক্তিযোদ্ধা মোহাম্মদ রফিক, মাহমুদ শাহজাহান জুয়েল, বসির চৌধুরী, কমান্ডার মোশাররফ হোসেনসহ কেন্দ্রীয় নেতারা উপস্থিত ছিলেন। এ ছাড়াও জাতীয় সংসদের স্পিকার ড. শিরীন শারমিন চৌধুরীর পক্ষে ফুলের তোড়া নিয়ে আসেন সংসদের উপ-পরিচালক (গণসংযোগ) নুরুল হুদা। — [18, 790, 462, 1167]
article-paragraph — [931, 1032, 1374, 1184]
